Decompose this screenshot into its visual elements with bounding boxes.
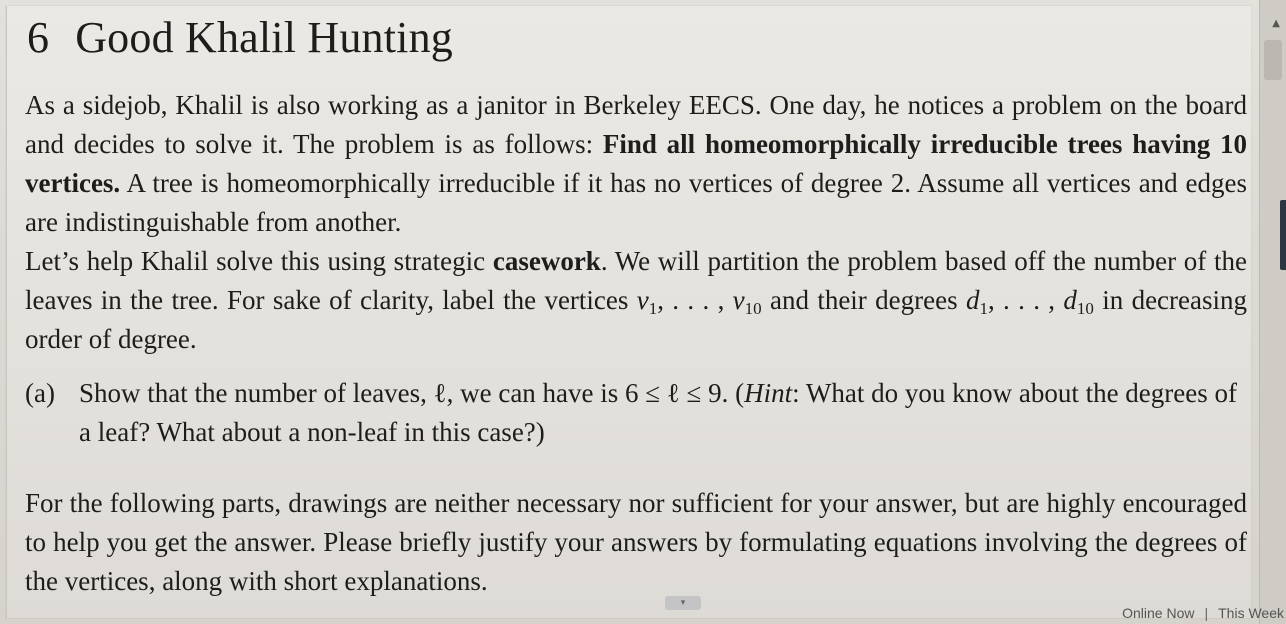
vertex-subscript-last: 10 — [744, 299, 762, 318]
degree-symbol-first: d — [965, 285, 980, 315]
part-a-question — [79, 374, 1247, 452]
vertex-subscript-first: 1 — [648, 299, 658, 318]
intro-bold-problem: Find all homeomorphically irreducible trees having 10 vertices. — [25, 129, 1247, 198]
part-a — [25, 374, 1247, 452]
vertical-scrollbar[interactable] — [1259, 0, 1286, 624]
part-a-text-1: Show that the number of leaves, ℓ, we can have is 6 ≤ ℓ ≤ 9. ( — [79, 378, 745, 408]
intro-text-4: . We will partition the problem based off the number of the leaves in the tree. For sake of clarity, label the vertices — [25, 246, 1247, 315]
vertex-ellipsis: , . . . , — [657, 285, 733, 315]
intro-bold-casework: casework — [492, 246, 601, 276]
scrollbar-thumb[interactable] — [1264, 40, 1282, 80]
document-page — [6, 6, 1251, 618]
intro-text-2: A tree is homeomorphically irreducible if it has no vertices of degree 2. Assume all vertices and edges are indistinguishable from another. — [25, 168, 1247, 237]
online-now-link[interactable]: Online Now — [1122, 605, 1195, 621]
intro-text-6: in decreasing order of degree. — [25, 285, 1248, 354]
vertex-symbol-last: v — [732, 285, 745, 315]
section-heading — [27, 12, 453, 64]
part-a-text-2: : What do you know about the degrees of a leaf? What about a non-leaf in this case?) — [79, 378, 1238, 447]
degree-ellipsis: , . . . , — [987, 285, 1064, 315]
section-number: 6 — [27, 13, 50, 62]
part-a-hint-label: Hint — [744, 378, 793, 408]
side-panel-tab[interactable] — [1280, 200, 1286, 270]
degree-subscript-last: 10 — [1076, 299, 1094, 318]
scroll-up-arrow-icon[interactable]: ▲ — [1272, 18, 1280, 29]
degree-symbol-last: d — [1063, 285, 1077, 315]
intro-text-5: and their degrees — [761, 285, 966, 315]
vertex-symbol-first: v — [636, 285, 649, 315]
intro-text-3: Let’s help Khalil solve this using strategic — [25, 246, 493, 276]
expand-toggle-button[interactable]: ▾ — [665, 596, 701, 610]
section-title: Good Khalil Hunting — [75, 13, 453, 62]
intro-text-1: As a sidejob, Khalil is also working as a janitor in Berkeley EECS. One day, he notices a problem on the board and decides to solve it. The problem is as follows: — [25, 90, 1247, 159]
part-a-label: (a) — [25, 378, 55, 408]
instructions-paragraph: For the following parts, drawings are neither necessary nor sufficient for your answer, but are highly encouraged to help you get the answer. Please briefly justify your answers by formulating equations involving the degrees of the vertices, along with short explanations. — [25, 488, 1247, 596]
status-bar — [1122, 602, 1286, 624]
degree-subscript-first: 1 — [979, 299, 988, 318]
status-separator: | — [1204, 605, 1209, 621]
this-week-link[interactable]: This Week — [1218, 605, 1284, 621]
problem-statement — [25, 86, 1247, 359]
